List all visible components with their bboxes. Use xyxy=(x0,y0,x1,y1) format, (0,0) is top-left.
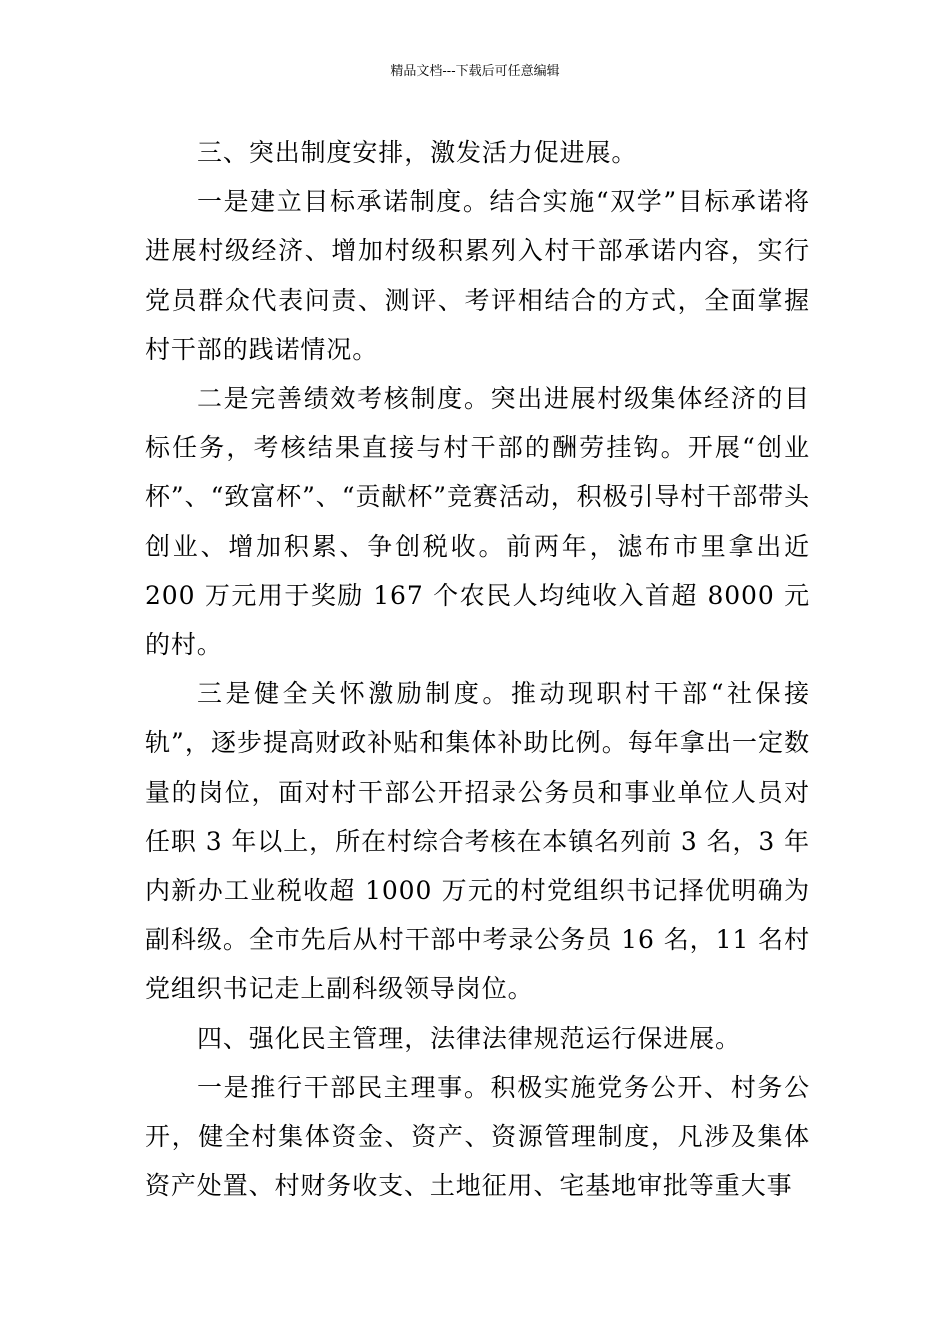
document-body xyxy=(145,128,810,1210)
body-paragraph: 一是建立目标承诺制度。结合实施“双学”目标承诺将进展村级经济、增加村级积累列入村干部承诺内容，实行党员群众代表问责、测评、考评相结合的方式，全面掌握村干部的践诺情况。 xyxy=(145,187,810,364)
page-header: 精品文档---下载后可任意编辑 xyxy=(390,64,560,79)
body-paragraph: 二是完善绩效考核制度。突出进展村级集体经济的目标任务，考核结果直接与村干部的酬劳挂钩。开展“创业杯”、“致富杯”、“贡献杯”竞赛活动，积极引导村干部带头创业、增加积累、争创税收。前两年，滤布市里拿出近 200 万元用于奖励 167 个农民人均纯收入首超 8000 元的村。 xyxy=(145,384,810,660)
body-paragraph: 三是健全关怀激励制度。推动现职村干部“社保接轨”，逐步提高财政补贴和集体补助比例。每年拿出一定数量的岗位，面对村干部公开招录公务员和事业单位人员对任职 3 年以上，所在村综合考核在本镇名列前 3 名，3 年内新办工业税收超 1000 万元的村党组织书记择优明确为副科级。全市先后从村干部中考录公务员 16 名，11 名村党组织书记走上副科级领导岗位。 xyxy=(145,679,810,1004)
section-heading: 三、突出制度安排，激发活力促进展。 xyxy=(197,138,638,167)
body-paragraph: 一是推行干部民主理事。积极实施党务公开、村务公开，健全村集体资金、资产、资源管理制度，凡涉及集体资产处置、村财务收支、土地征用、宅基地审批等重大事 xyxy=(145,1072,810,1201)
section-heading: 四、强化民主管理，法律法律规范运行保进展。 xyxy=(197,1023,741,1053)
